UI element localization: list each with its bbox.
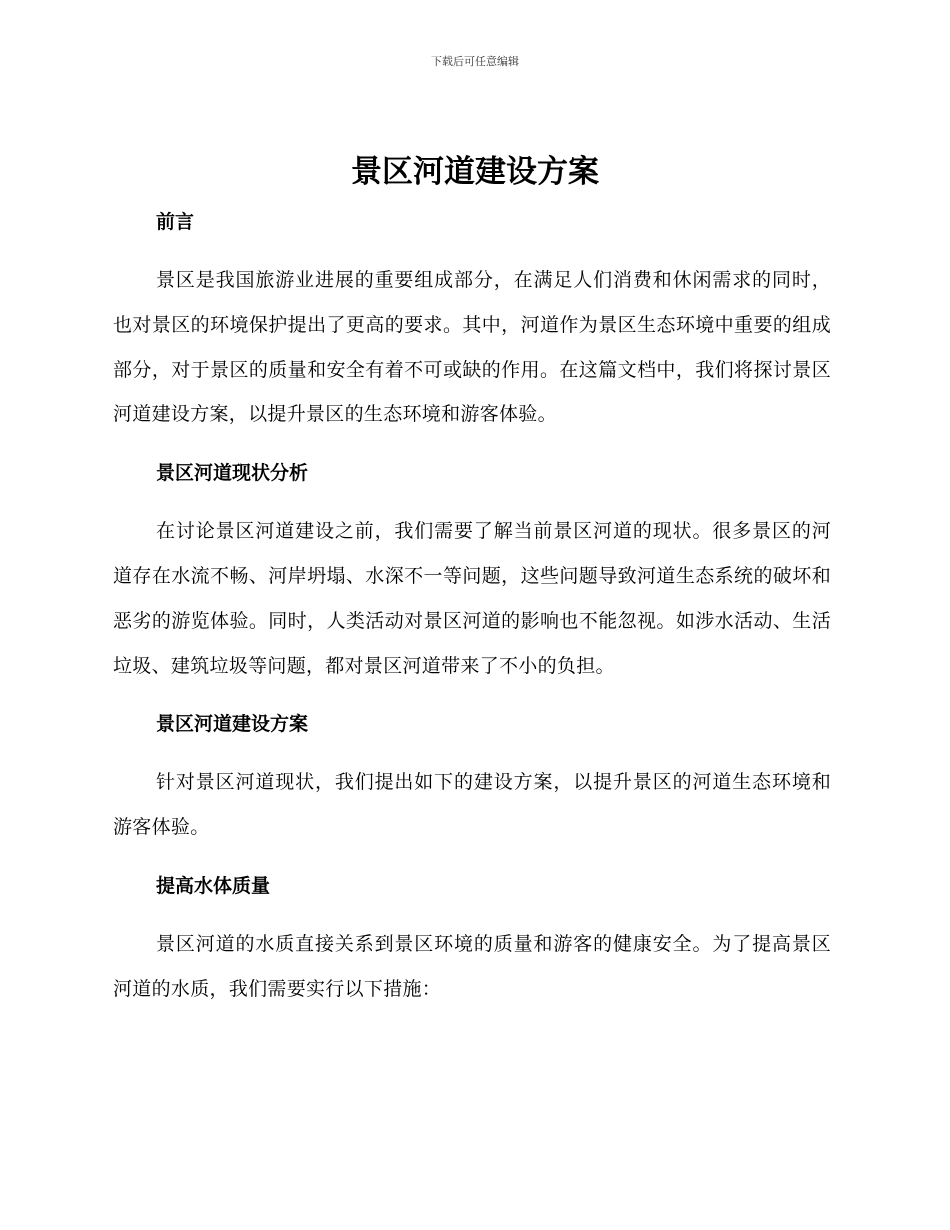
section-heading: 景区河道现状分析 — [156, 462, 309, 485]
page-header-note: 下载后可任意编辑 — [431, 55, 519, 68]
section-preface — [113, 200, 831, 437]
section-water-quality — [113, 864, 831, 1012]
document-body — [113, 200, 831, 1026]
section-heading: 前言 — [156, 211, 195, 233]
section-status-analysis — [113, 451, 831, 688]
section-paragraph: 针对景区河道现状，我们提出如下的建设方案，以提升景区的河道生态环境和游客体验。 — [113, 771, 831, 839]
section-heading: 景区河道建设方案 — [156, 713, 309, 736]
section-construction-plan — [113, 702, 831, 850]
document-title: 景区河道建设方案 — [351, 154, 599, 190]
section-paragraph: 景区是我国旅游业进展的重要组成部分，在满足人们消费和休闲需求的同时，也对景区的环境保护提出了更高的要求。其中，河道作为景区生态环境中重要的组成部分，对于景区的质量和安全有着不可或缺的作用。在这篇文档中，我们将探讨景区河道建设方案，以提升景区的生态环境和游客体验。 — [113, 269, 831, 426]
section-paragraph: 景区河道的水质直接关系到景区环境的质量和游客的健康安全。为了提高景区河道的水质，我们需要实行以下措施： — [113, 932, 831, 1000]
section-heading: 提高水体质量 — [156, 874, 271, 897]
section-paragraph: 在讨论景区河道建设之前，我们需要了解当前景区河道的现状。很多景区的河道存在水流不畅、河岸坍塌、水深不一等问题，这些问题导致河道生态系统的破坏和恶劣的游览体验。同时，人类活动对景区河道的影响也不能忽视。如涉水活动、生活垃圾、建筑垃圾等问题，都对景区河道带来了不小的负担。 — [113, 520, 831, 677]
